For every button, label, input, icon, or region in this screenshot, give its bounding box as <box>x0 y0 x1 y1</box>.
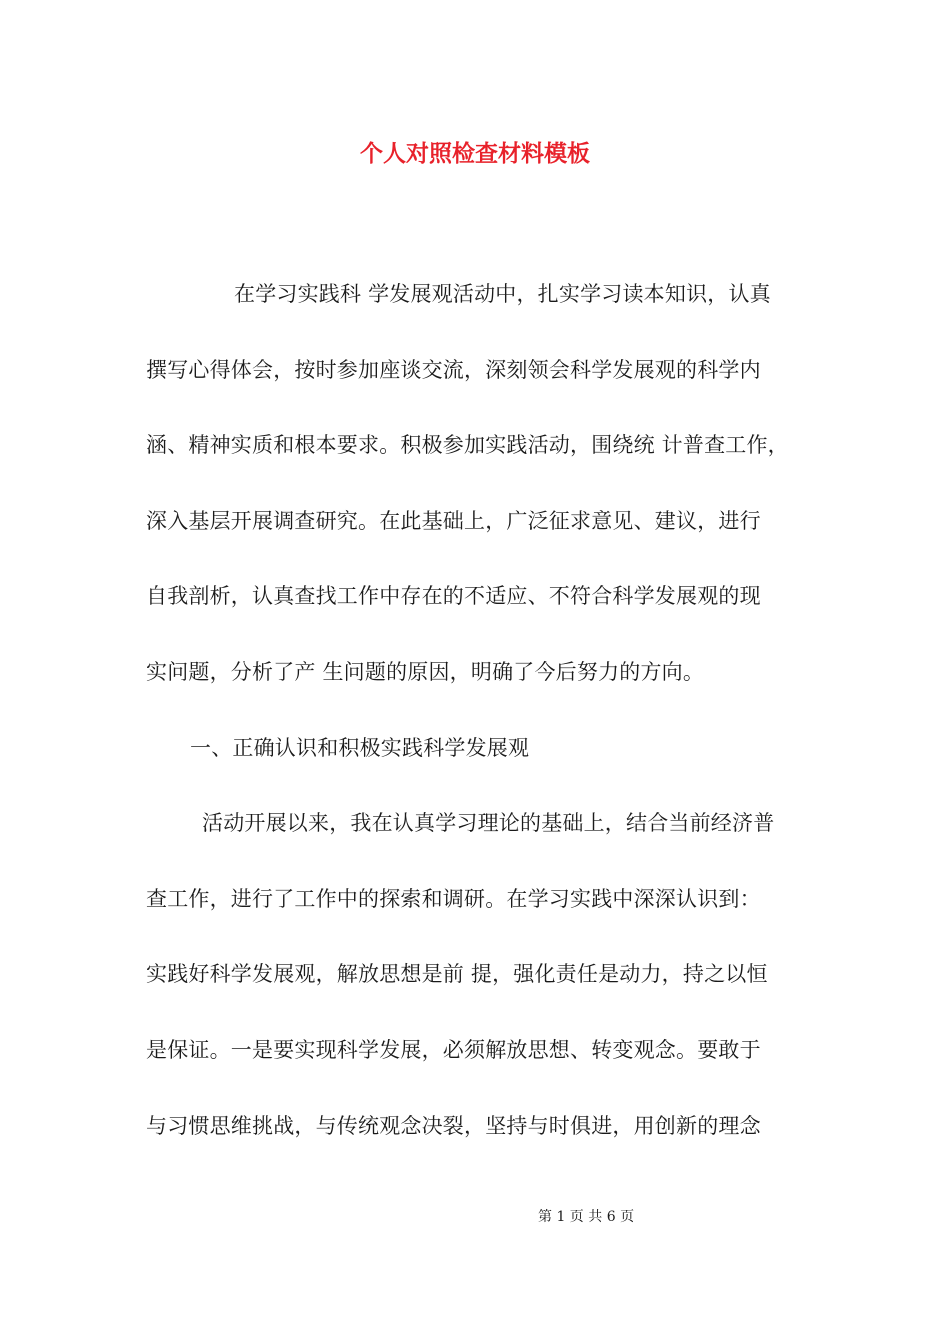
paragraph-line: 实问题，分析了产 生问题的原因，明确了今后努力的方向。 <box>146 659 705 684</box>
section-heading: 一、正确认识和积极实践科学发展观 <box>190 735 530 760</box>
page-number-footer: 第 1 页 共 6 页 <box>538 1209 635 1225</box>
paragraph-line: 涵、精神实质和根本要求。积极参加实践活动，围绕统 计普查工作， <box>146 433 789 458</box>
document-body <box>146 272 826 1179</box>
paragraph-line: 活动开展以来，我在认真学习理论的基础上，结合当前经济普 <box>202 811 775 836</box>
paragraph-line: 在学习实践科 学发展观活动中，扎实学习读本知识，认真 <box>234 282 771 306</box>
paragraph-line: 撰写心得体会，按时参加座谈交流，深刻领会科学发展观的科学内 <box>146 357 761 382</box>
document-title: 个人对照检查材料模板 <box>360 140 590 167</box>
paragraph-line: 与习惯思维挑战，与传统观念决裂，坚持与时俱进，用创新的理念 <box>146 1113 761 1138</box>
paragraph-line: 深入基层开展调查研究。在此基础上，广泛征求意见、建议，进行 <box>146 508 761 533</box>
paragraph-line: 是保证。一是要实现科学发展，必须解放思想、转变观念。要敢于 <box>146 1037 761 1062</box>
paragraph-line: 查工作，进行了工作中的探索和调研。在学习实践中深深认识到： <box>146 886 761 911</box>
paragraph-line: 自我剖析，认真查找工作中存在的不适应、不符合科学发展观的现 <box>146 584 761 609</box>
paragraph-line: 实践好科学发展观，解放思想是前 提，强化责任是动力，持之以恒 <box>146 962 768 987</box>
